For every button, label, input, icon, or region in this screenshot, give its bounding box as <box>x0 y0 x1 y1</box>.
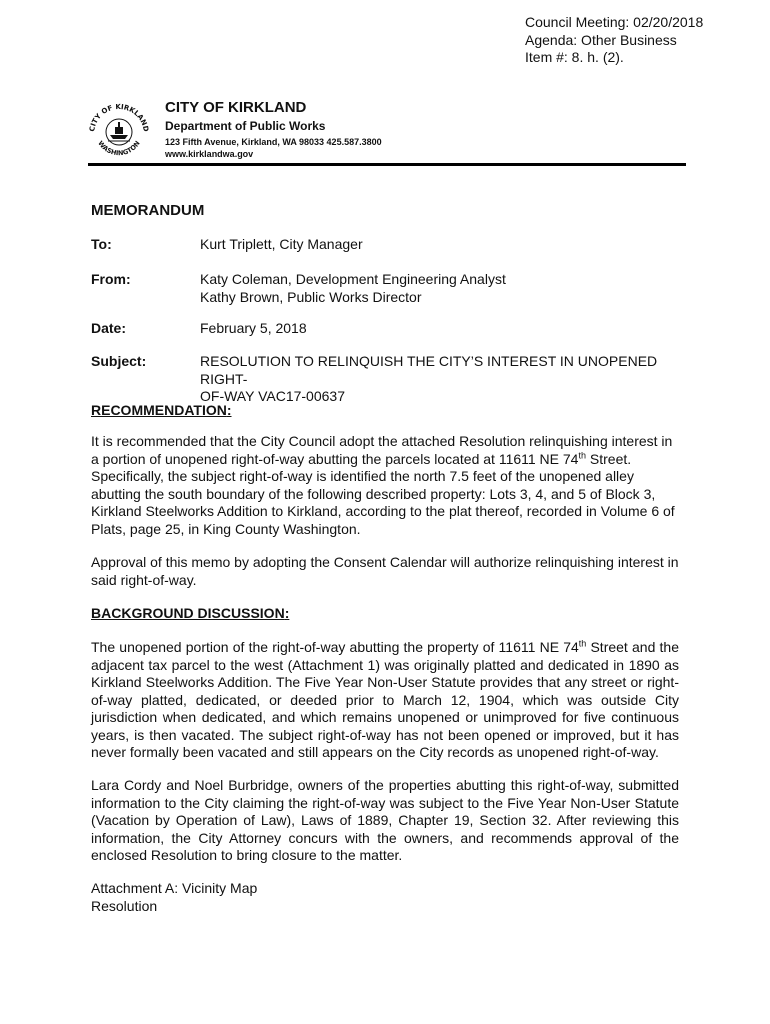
svg-text:CITY OF KIRKLAND: CITY OF KIRKLAND <box>88 102 150 133</box>
meeting-info <box>525 14 703 67</box>
background-paragraph-2: Lara Cordy and Noel Burbridge, owners of the properties abutting this right-of-way, submitted information to the City claiming the right-of-way was subject to the Five Year Non-User Statute (Vacation by Operation of Law), Laws of 1889, Chapter 19, Section 32. After reviewing this information, the City Attorney concurs with the owners, and recommends approval of the enclosed Resolution to bring closure to the matter. <box>91 777 679 863</box>
background-heading: BACKGROUND DISCUSSION: <box>91 605 290 621</box>
letterhead <box>165 99 382 160</box>
department-name: Department of Public Works <box>165 119 326 133</box>
department-website: www.kirklandwa.gov <box>165 149 254 159</box>
attachment-line-1: Attachment A: Vicinity Map <box>91 880 258 896</box>
background-paragraph-1: The unopened portion of the right-of-way abutting the property of 11611 NE 74th Street and the adjacent tax parcel to the west (Attachment 1) was originally platted and dedicated in 1890 as Kirkland Steelworks Addition. The Five Year Non-User Statute provides that any street or right-of-way platted, dedicated, or deeded prior to March 12, 1904, which was outside City jurisdiction when dedicated, and which remains unopened or unimproved for five continuous years, is then vacated. The subject right-of-way has not been opened or improved, but it has never formally been vacated and still appears on the City records as unopened right-of-way. <box>91 638 679 760</box>
letterhead-divider <box>88 163 686 166</box>
recommendation-heading: RECOMMENDATION: <box>91 402 232 418</box>
subject-value <box>200 353 688 406</box>
from-label: From: <box>91 271 131 287</box>
city-name: CITY OF KIRKLAND <box>165 99 307 116</box>
to-label: To: <box>91 236 112 252</box>
subject-label: Subject: <box>91 353 147 369</box>
city-seal-icon <box>86 98 152 164</box>
date-value: February 5, 2018 <box>200 320 307 336</box>
from-value <box>200 271 688 306</box>
from-value-line-2: Kathy Brown, Public Works Director <box>200 288 422 305</box>
from-value-line-1: Katy Coleman, Development Engineering Analyst <box>200 271 506 287</box>
subject-value-line-2: OF-WAY VAC17-00637 <box>200 388 345 404</box>
subject-value-line-1: RESOLUTION TO RELINQUISH THE CITY’S INTEREST IN UNOPENED RIGHT- <box>200 353 658 387</box>
attachments <box>91 880 257 915</box>
department-address: 123 Fifth Avenue, Kirkland, WA 98033 425.587.3800 <box>165 137 382 147</box>
memo-title: MEMORANDUM <box>91 202 205 219</box>
date-label: Date: <box>91 320 127 336</box>
attachment-line-2: Resolution <box>91 897 158 914</box>
recommendation-paragraph-2: Approval of this memo by adopting the Consent Calendar will authorize relinquishing interest in said right-of-way. <box>91 554 679 588</box>
recommendation-paragraph-1: It is recommended that the City Council adopt the attached Resolution relinquishing interest in a portion of unopened right-of-way abutting the parcels located at 11611 NE 74th Street. Specifically, the subject right-of-way is identified the north 7.5 feet of the unopened alley abutting the south boundary of the following described property: Lots 3, 4, and 5 of Block 3, Kirkland Steelworks Addition to Kirkland, according to the plat thereof, recorded in Volume 6 of Plats, page 25, in King County Washington. <box>91 433 675 537</box>
meeting-date: Council Meeting: 02/20/2018 <box>525 14 704 30</box>
meeting-item: Item #: 8. h. (2). <box>525 49 624 65</box>
meeting-agenda: Agenda: Other Business <box>525 31 677 48</box>
to-value: Kurt Triplett, City Manager <box>200 236 363 252</box>
svg-text:WASHINGTON: WASHINGTON <box>96 139 142 158</box>
